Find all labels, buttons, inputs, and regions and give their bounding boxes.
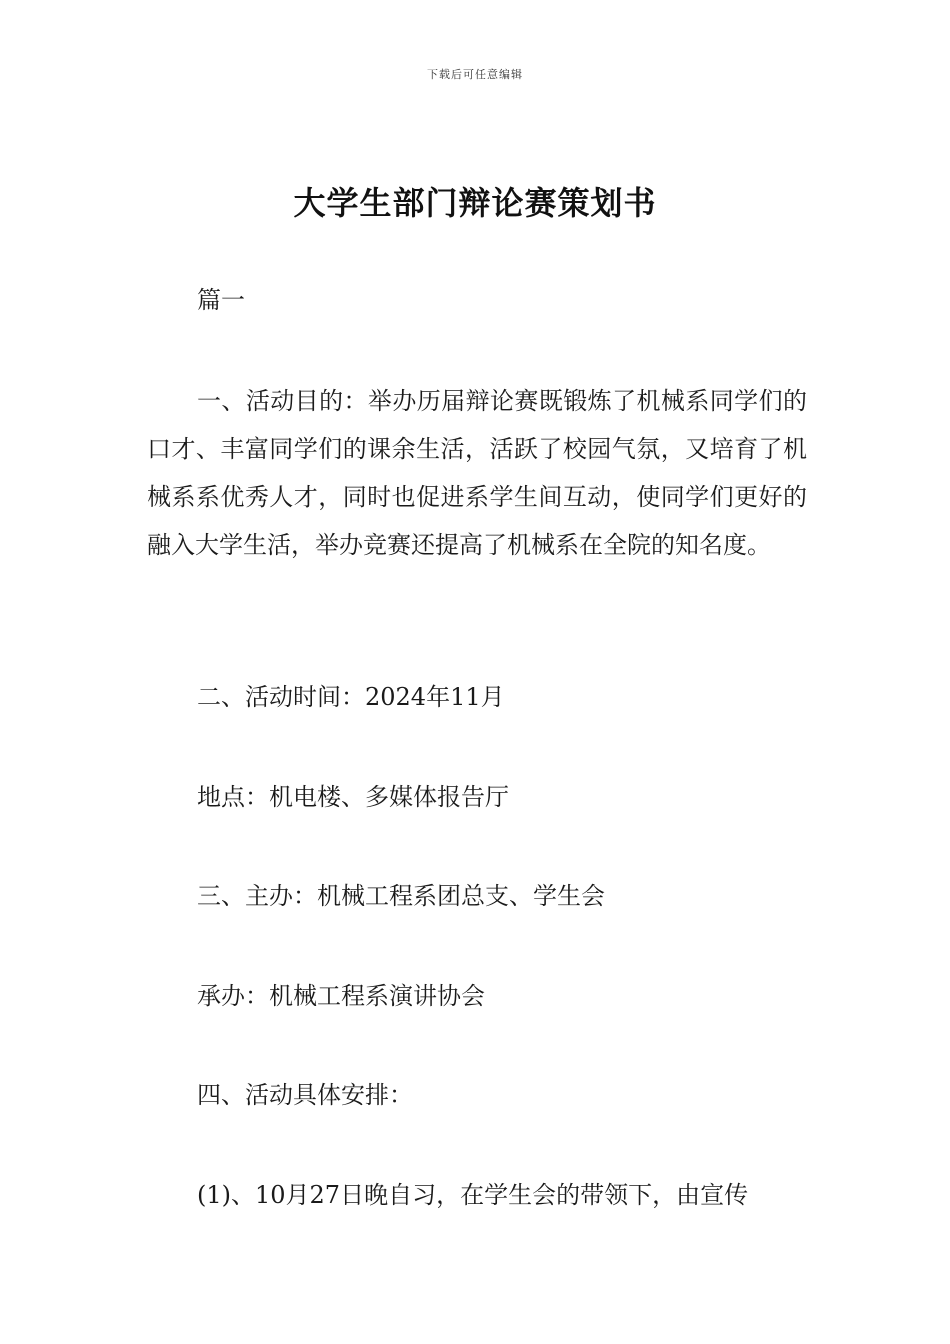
paragraph-organizer: 承办：机械工程系演讲协会	[197, 982, 485, 1010]
paragraph-venue: 地点：机电楼、多媒体报告厅	[197, 783, 509, 811]
paragraph-purpose: 一、活动目的：举办历届辩论赛既锻炼了机械系同学们的口才、丰富同学们的课余生活，活跃了校园气氛，又培育了机械系系优秀人才，同时也促进系学生间互动，使同学们更好的融入大学生活，举办竞赛还提高了机械系在全院的知名度。	[147, 387, 807, 559]
paragraph-schedule: 四、活动具体安排：	[197, 1081, 413, 1109]
paragraph-time: 二、活动时间：2024年11月	[197, 683, 505, 711]
paragraph-host: 三、主办：机械工程系团总支、学生会	[197, 882, 605, 910]
paragraph-step-1: (1)、10月27日晚自习，在学生会的带领下，由宣传	[197, 1181, 749, 1209]
section-heading: 篇一	[197, 286, 245, 314]
document-title: 大学生部门辩论赛策划书	[293, 184, 657, 222]
header-note: 下载后可任意编辑	[427, 68, 523, 81]
